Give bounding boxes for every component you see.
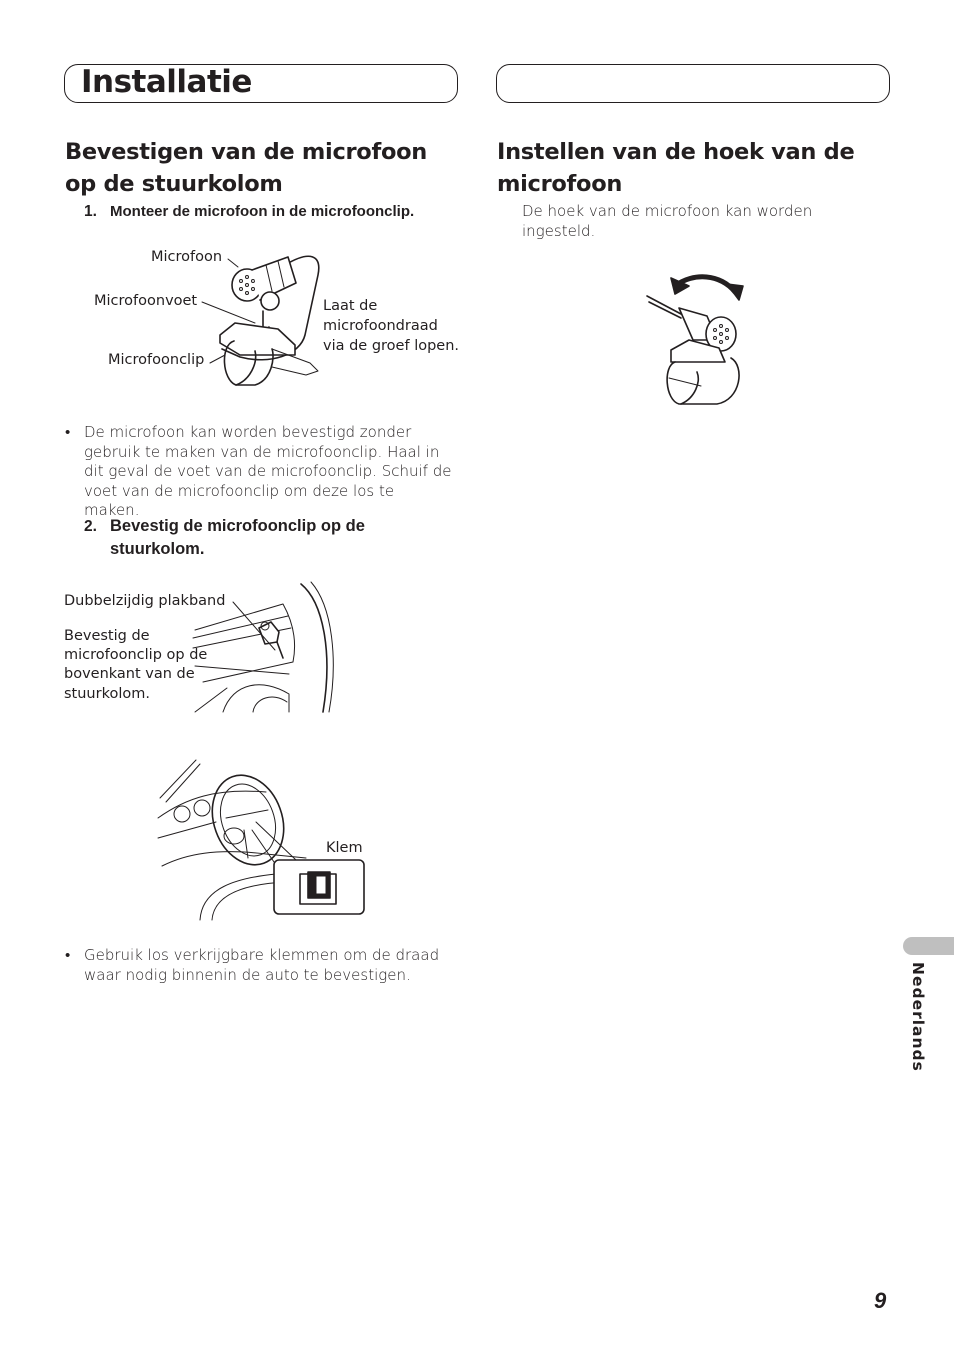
bullet-dot-icon: • — [65, 946, 71, 964]
page-title: Installatie — [81, 64, 252, 100]
step-2-number: 2. — [84, 518, 97, 535]
right-section-heading: Instellen van de hoek van de microfoon — [497, 139, 855, 197]
bullet-2 — [65, 946, 450, 986]
step-1-number: 1. — [84, 203, 97, 220]
bullet-2-text: Gebruik los verkrijgbare klemmen om de draad waar nodig binnenin de auto te bevestigen. — [84, 946, 440, 984]
microphone-angle-illustration — [645, 270, 750, 410]
bullet-1-text: De microfoon kan worden bevestigd zonder gebruik te maken van de microfoonclip. Haal in dit geval de voet van de microfoonclip. Schuif de voet van de microfoonclip om deze los te maken. — [84, 423, 452, 519]
label-bevestig-2: microfoonclip op de — [64, 647, 208, 663]
header-right-box — [496, 64, 890, 103]
left-section-heading: Bevestigen van de microfoon op de stuurkolom — [65, 139, 427, 197]
step-2 — [84, 515, 464, 561]
page-number: 9 — [874, 1288, 887, 1313]
label-groef-3: via de groef lopen. — [323, 338, 460, 354]
label-microfoon: Microfoon — [151, 249, 223, 265]
bullet-dot-icon: • — [65, 423, 71, 441]
label-microfoonclip: Microfoonclip — [108, 352, 205, 368]
step-1-text: Monteer de microfoon in de microfoonclip. — [110, 203, 415, 220]
label-bevestig-1: Bevestig de — [64, 628, 150, 644]
label-groef-2: microfoondraad — [323, 318, 438, 334]
microphone-clip-illustration — [200, 245, 330, 390]
label-klem: Klem — [326, 840, 363, 856]
step-2-text: Bevestig de microfoonclip op de stuurkolom. — [110, 517, 365, 558]
label-plakband: Dubbelzijdig plakband — [64, 593, 226, 609]
label-bevestig-4: stuurkolom. — [64, 686, 150, 702]
language-tab — [903, 937, 954, 955]
label-bevestig-3: bovenkant van de — [64, 666, 195, 682]
label-groef-1: Laat de — [323, 298, 378, 314]
step-1 — [84, 200, 464, 223]
label-microfoonvoet: Microfoonvoet — [94, 293, 198, 309]
right-body-text: De hoek van de microfoon kan worden ingesteld. — [522, 202, 813, 240]
steering-column-illustration — [193, 582, 333, 714]
bullet-1 — [65, 423, 452, 519]
language-label: Nederlands — [909, 962, 927, 1072]
